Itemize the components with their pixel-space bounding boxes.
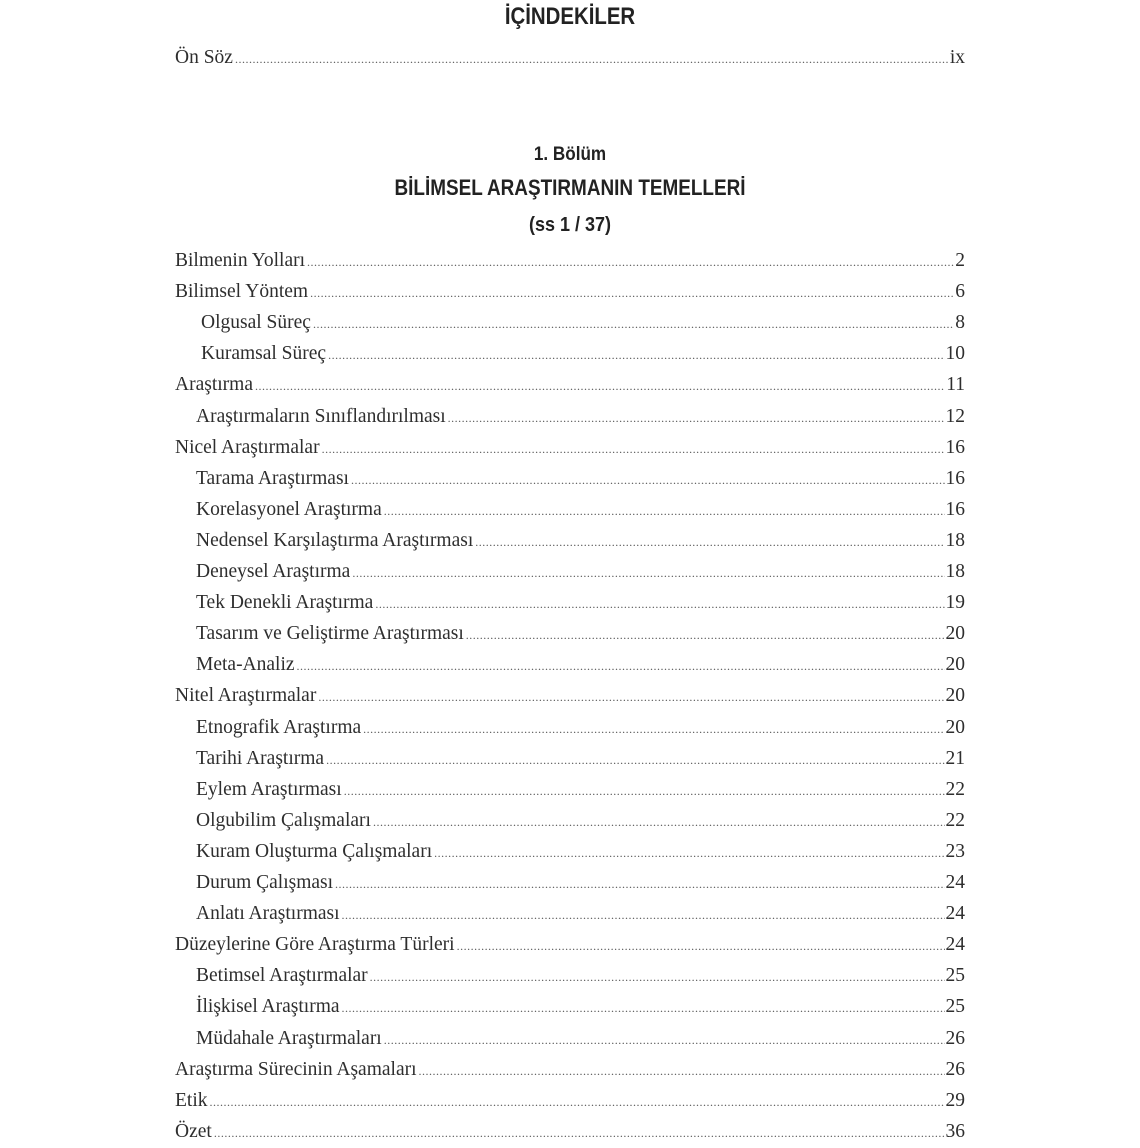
toc-entry[interactable] bbox=[175, 557, 965, 587]
chapter-number: 1. Bölüm bbox=[533, 144, 607, 165]
toc-entry-label: Araştırma bbox=[175, 374, 253, 396]
toc-entry-page: 6 bbox=[955, 281, 965, 303]
toc-entry[interactable] bbox=[175, 1055, 965, 1085]
toc-entry-page: 24 bbox=[945, 872, 965, 893]
toc-entry-page: 22 bbox=[945, 809, 965, 831]
toc-entry-page: 10 bbox=[945, 343, 965, 365]
dot-leader bbox=[434, 838, 944, 868]
dot-leader bbox=[255, 371, 945, 401]
dot-leader bbox=[214, 1118, 945, 1148]
toc-entry[interactable] bbox=[175, 1024, 965, 1054]
toc-entry[interactable] bbox=[175, 526, 965, 556]
toc-entry-label: Ön Söz bbox=[175, 47, 233, 68]
toc-entry-label: Tarihi Araştırma bbox=[196, 747, 325, 769]
toc-entry-page: 20 bbox=[945, 654, 965, 676]
dot-leader bbox=[342, 900, 945, 930]
toc-entry[interactable] bbox=[175, 433, 965, 463]
dot-leader bbox=[318, 682, 944, 712]
toc-entry-label: Durum Çalışması bbox=[196, 872, 334, 893]
dot-leader bbox=[475, 527, 944, 557]
toc-entry-label: Araştırmaların Sınıflandırılması bbox=[196, 405, 446, 427]
toc-entry[interactable] bbox=[175, 339, 965, 369]
toc-entry-label: Meta-Analiz bbox=[196, 654, 295, 676]
toc-entry-label: Kuram Oluşturma Çalışmaları bbox=[196, 840, 433, 862]
toc-entry-page: 22 bbox=[945, 778, 965, 800]
dot-leader bbox=[457, 931, 945, 961]
dot-leader bbox=[448, 403, 945, 433]
toc-entry[interactable] bbox=[175, 308, 965, 338]
toc-entry[interactable] bbox=[175, 495, 965, 525]
toc-entry-label: Anlatı Araştırması bbox=[196, 903, 340, 925]
toc-entry[interactable] bbox=[175, 588, 965, 618]
toc-entry-page: 26 bbox=[945, 1058, 965, 1080]
chapter-title: BİLİMSEL ARAŞTIRMANIN TEMELLERİ bbox=[394, 175, 746, 200]
toc-entry-preface[interactable] bbox=[175, 43, 965, 73]
dot-leader bbox=[352, 558, 944, 588]
toc-entry[interactable] bbox=[175, 930, 965, 960]
dot-leader bbox=[419, 1056, 945, 1086]
dot-leader bbox=[375, 589, 944, 619]
dot-leader bbox=[363, 714, 944, 744]
toc-entry-page: ix bbox=[949, 47, 965, 68]
toc-entry-label: Etnografik Araştırma bbox=[196, 716, 362, 738]
toc-entry[interactable] bbox=[175, 277, 965, 307]
toc-entry-label: Nedensel Karşılaştırma Araştırması bbox=[196, 529, 474, 551]
dot-leader bbox=[307, 247, 954, 277]
toc-entry-page: 20 bbox=[945, 716, 965, 738]
dot-leader bbox=[342, 993, 945, 1023]
toc-entry-label: Olgusal Süreç bbox=[201, 312, 311, 334]
dot-leader bbox=[384, 496, 945, 526]
dot-leader bbox=[335, 869, 944, 899]
toc-entry-page: 16 bbox=[945, 498, 965, 520]
toc-entry-label: Düzeylerine Göre Araştırma Türleri bbox=[175, 934, 455, 956]
toc-entry-label: Müdahale Araştırmaları bbox=[196, 1027, 382, 1049]
toc-entry-label: Olgubilim Çalışmaları bbox=[196, 809, 371, 831]
toc-entry-label: Deneysel Araştırma bbox=[196, 561, 351, 582]
dot-leader bbox=[466, 620, 945, 650]
toc-entry-label: Nicel Araştırmalar bbox=[175, 436, 320, 458]
toc-entry-page: 21 bbox=[945, 747, 965, 769]
dot-leader bbox=[351, 465, 945, 495]
toc-entry[interactable] bbox=[175, 899, 965, 929]
toc-entry-page: 24 bbox=[945, 934, 965, 956]
toc-entry-label: Tarama Araştırması bbox=[196, 467, 349, 489]
toc-entry-label: Nitel Araştırmalar bbox=[175, 685, 317, 707]
toc-entry-label: Eylem Araştırması bbox=[196, 778, 342, 800]
toc-entry-label: İlişkisel Araştırma bbox=[196, 996, 340, 1018]
toc-entry-page: 20 bbox=[945, 623, 965, 645]
toc-entry-label: Etik bbox=[175, 1089, 208, 1111]
toc-entry[interactable] bbox=[175, 961, 965, 991]
toc-entry-page: 11 bbox=[946, 374, 965, 396]
toc-entry[interactable] bbox=[175, 370, 965, 400]
chapter-page-range: (ss 1 / 37) bbox=[528, 214, 612, 236]
dot-leader bbox=[384, 1025, 945, 1055]
toc-entry-page: 26 bbox=[945, 1027, 965, 1049]
toc-entry[interactable] bbox=[175, 775, 965, 805]
toc-entry-page: 29 bbox=[945, 1089, 965, 1111]
toc-entry[interactable] bbox=[175, 402, 965, 432]
toc-title: İÇİNDEKİLER bbox=[504, 3, 636, 30]
toc-entry-page: 16 bbox=[945, 467, 965, 489]
dot-leader bbox=[326, 745, 944, 775]
toc-entry-label: Tek Denekli Araştırma bbox=[196, 592, 374, 614]
toc-entry[interactable] bbox=[175, 1117, 965, 1147]
dot-leader bbox=[344, 776, 945, 806]
toc-entry-label: Betimsel Araştırmalar bbox=[196, 965, 368, 987]
toc-entry[interactable] bbox=[175, 619, 965, 649]
toc-entry[interactable] bbox=[175, 464, 965, 494]
toc-entry-page: 25 bbox=[945, 996, 965, 1018]
toc-entry-label: Kuramsal Süreç bbox=[201, 343, 327, 365]
dot-leader bbox=[210, 1087, 945, 1117]
toc-entry-page: 25 bbox=[945, 965, 965, 987]
toc-entry-page: 24 bbox=[945, 903, 965, 925]
toc-entry-page: 36 bbox=[945, 1120, 965, 1142]
toc-entry-page: 23 bbox=[945, 840, 965, 862]
dot-leader bbox=[370, 962, 945, 992]
toc-entry-label: Bilmenin Yolları bbox=[175, 250, 306, 271]
toc-entry[interactable] bbox=[175, 868, 965, 898]
toc-entry[interactable] bbox=[175, 837, 965, 867]
toc-entry-page: 8 bbox=[955, 312, 965, 334]
toc-entry-label: Bilimsel Yöntem bbox=[175, 281, 309, 303]
toc-entry-page: 19 bbox=[945, 592, 965, 614]
toc-entry-label: Korelasyonel Araştırma bbox=[196, 498, 382, 520]
toc-entry-page: 18 bbox=[945, 529, 965, 551]
toc-entry[interactable] bbox=[175, 681, 965, 711]
toc-entry[interactable] bbox=[175, 713, 965, 743]
toc-entry[interactable] bbox=[175, 246, 965, 276]
toc-entry-page: 18 bbox=[945, 561, 965, 582]
toc-entry[interactable] bbox=[175, 1086, 965, 1116]
dot-leader bbox=[235, 44, 949, 74]
toc-entry[interactable] bbox=[175, 992, 965, 1022]
toc-entry-label: Tasarım ve Geliştirme Araştırması bbox=[196, 623, 464, 645]
dot-leader bbox=[328, 340, 944, 370]
toc-entry-page: 20 bbox=[945, 685, 965, 707]
toc-entry[interactable] bbox=[175, 806, 965, 836]
dot-leader bbox=[322, 434, 945, 464]
dot-leader bbox=[310, 278, 954, 308]
dot-leader bbox=[373, 807, 945, 837]
toc-entry-page: 16 bbox=[945, 436, 965, 458]
dot-leader bbox=[297, 651, 945, 681]
toc-entry[interactable] bbox=[175, 650, 965, 680]
toc-entry-label: Araştırma Sürecinin Aşamaları bbox=[175, 1058, 417, 1080]
toc-entry-page: 12 bbox=[945, 405, 965, 427]
toc-entry[interactable] bbox=[175, 744, 965, 774]
dot-leader bbox=[313, 309, 954, 339]
toc-entry-label: Özet bbox=[175, 1120, 212, 1142]
toc-entry-page: 2 bbox=[955, 250, 965, 271]
